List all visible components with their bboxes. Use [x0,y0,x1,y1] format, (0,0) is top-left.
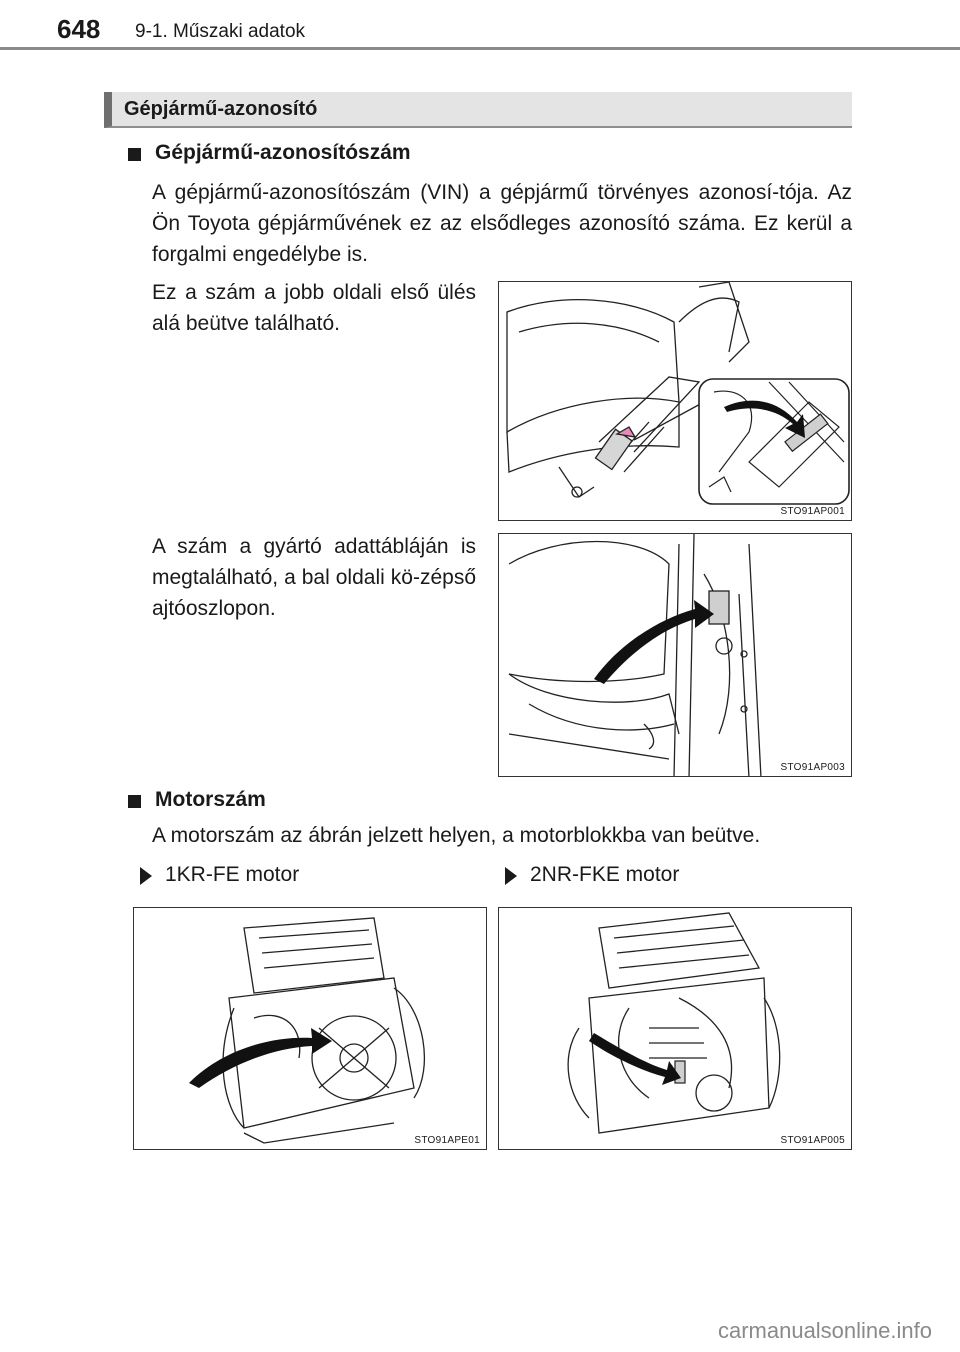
chapter-title: 9-1. Műszaki adatok [135,21,306,42]
figure-code: STO91APE01 [414,1135,480,1146]
engine-heading: Motorszám [155,788,266,811]
seat-vin-figure [498,281,852,521]
bullet-square-icon [128,148,141,161]
engine-paragraph: A motorszám az ábrán jelzett helyen, a motorblokkba van beütve. [152,824,761,847]
figure-code: STO91AP001 [780,506,845,517]
vin-location-pillar-text: A szám a gyártó adattábláján is megtalálható, a bal oldali kö-zépső ajtóoszlopon. [152,535,476,620]
section-bar [104,92,852,128]
triangle-bullet-icon [140,867,152,885]
page-number: 648 [57,14,101,44]
watermark: carmanualsonline.info [717,1318,932,1343]
vin-intro-paragraph: A gépjármű-azonosítószám (VIN) a gépjármű törvényes azonosí-tója. Az Ön Toyota gépjárművének ez az elsődleges azonosító száma. Ez kerül a forgalmi engedélybe is. [152,181,852,266]
triangle-bullet-icon [505,867,517,885]
seat-vin-illustration [499,282,852,521]
figure-code: STO91AP003 [780,762,845,773]
figure-code: STO91AP005 [780,1135,845,1146]
motor2-illustration [499,908,852,1150]
bullet-square-icon [128,795,141,808]
motor1-label: 1KR-FE motor [165,863,300,886]
header-rule [0,47,960,50]
motor1-illustration [134,908,487,1150]
motor2-figure [498,907,852,1150]
vin-heading: Gépjármű-azonosítószám [155,141,411,164]
motor1-figure [133,907,487,1150]
motor2-label: 2NR-FKE motor [530,863,680,886]
pillar-vin-figure [498,533,852,777]
vin-location-seat-text: Ez a szám a jobb oldali első ülés alá beütve található. [152,281,476,335]
pillar-vin-illustration [499,534,852,777]
section-title: Gépjármű-azonosító [124,98,318,120]
